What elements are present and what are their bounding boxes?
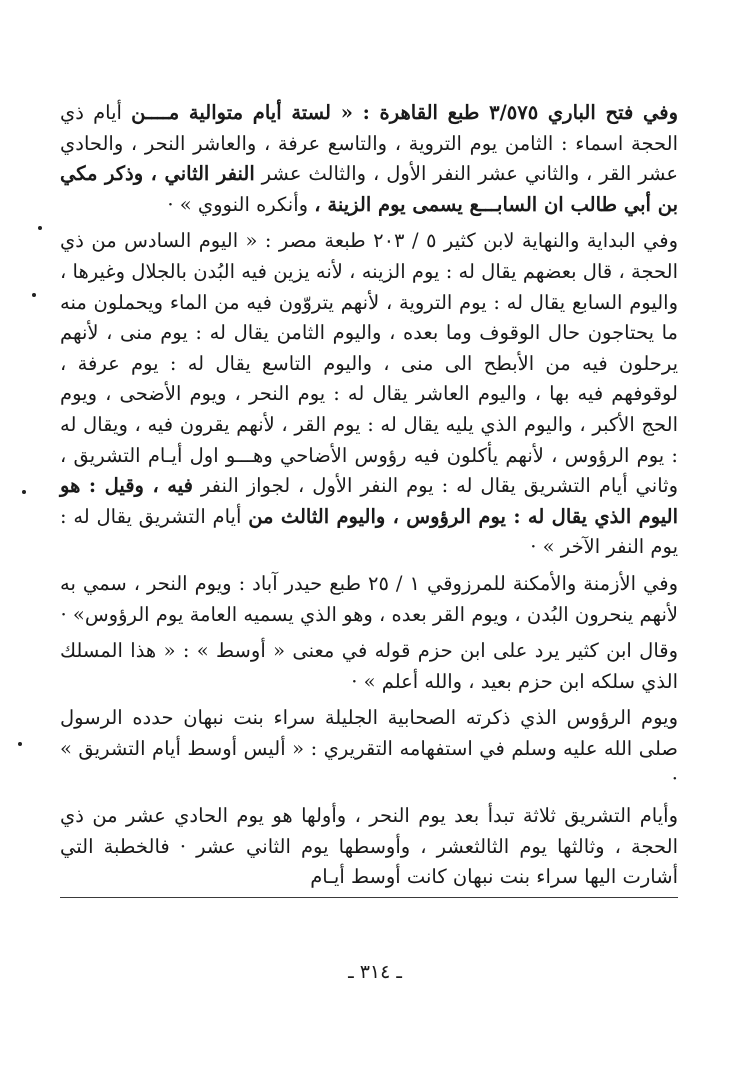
horizontal-rule <box>60 897 678 898</box>
text-line: التشريق ، وثاني أيام التشريق يقال له : يوم النفر الأول ، لجواز النفر <box>60 443 679 498</box>
text-line: ويوم الرؤوس الذي ذكرته الصحابية الجليلة سراء بنت نبهان <box>183 706 678 730</box>
scan-speck <box>18 742 22 746</box>
text-line: فالخطبة التي أشارت اليها سراء بنت نبهان كانت أوسط أيـام <box>60 834 678 889</box>
text-line: فيه البُدن بالجلال وغيرها ، واليوم السابع يقال له : يوم التروية ، <box>60 259 678 314</box>
paragraph <box>60 569 678 630</box>
text-line: وفي الأزمنة والأمكنة للمرزوقي ١ / ٢٥ طبع حيدر آباد : ويوم <box>194 571 679 595</box>
text-line: يوم الرؤوس ، لأنهم يأكلون فيه رؤوس الأضاحي وهـــو اول أيـام <box>147 443 665 467</box>
text-line: حدده الرسول صلى الله عليه وسلم في استفهامه التقريري : « أليس <box>60 706 678 760</box>
text-line: لأنهم يتروّون فيه من الماء ويحملون منه ما يحتاجون حال الوقوف وما <box>60 290 678 345</box>
page-body <box>60 98 678 898</box>
text-line: العاشر يقال له : يوم النحر ، ويوم الأضحى ، ويوم الحج الأكبر ، <box>60 382 678 436</box>
text-line: وأيام التشريق ثلاثة تبدأ بعد يوم النحر ، وأولها هو يوم الحادي <box>174 804 678 828</box>
text-line: الى منى ، واليوم التاسع يقال له : يوم عرفة ، لوقوفهم فيه بها ، واليوم <box>60 351 678 406</box>
text-line: بعده ، واليوم الثامن يقال له : يوم منى ، لأنهم يرحلون فيه من الأبطح <box>60 321 679 375</box>
paragraph <box>60 636 678 697</box>
scan-speck <box>22 490 26 494</box>
text-line: أيام ذي الحجة اسماء : الثامن يوم التروية ، والتاسع عرفة ، والعاشر <box>60 101 678 155</box>
text-line: النفر الثاني ، وذكر مكي بن أبي طالب ان السابـــع يسمى يوم الزينة ، <box>60 162 678 216</box>
text-line: وفي فتح الباري ٣/٥٧٥ طبع القاهرة : « لستة أيام متوالية مــــن <box>131 101 678 124</box>
page-number: ـ ٣١٤ ـ <box>348 961 402 983</box>
paragraphs <box>60 98 678 893</box>
text-line: فيه ، وقيل : هو اليوم الذي يقال له : يوم الرؤوس ، واليوم الثالث من <box>60 474 679 528</box>
text-line: أيام التشريق يقال له : يوم النفر الآخر » · <box>60 504 678 559</box>
paragraph <box>60 703 678 795</box>
text-line: أوسط أيام التشريق » · <box>60 736 678 791</box>
paragraph <box>60 98 678 220</box>
text-line: النحر ، والحادي عشر القر ، والثاني عشر النفر الأول ، والثالث عشر <box>60 131 678 186</box>
scan-speck <box>32 293 36 297</box>
paragraph <box>60 801 678 893</box>
text-line: وقال ابن كثير يرد على ابن حزم قوله في معنى « أوسط » : « هذا <box>130 639 679 663</box>
text-line: السادس من ذي الحجة ، قال بعضهم يقال له : يوم الزينه ، لأنه يزين <box>60 229 679 283</box>
text-line: النحر ، سمي به لأنهم ينحرون البُدن ، ويوم القر بعده ، وهو الذي <box>60 571 678 626</box>
text-line: عشر من ذي الحجة ، وثالثها يوم الثالثعشر ، وأوسطها يوم الثاني عشر · <box>60 804 679 858</box>
text-line: وأنكره النووي » · <box>167 192 309 216</box>
paragraph <box>60 226 678 563</box>
text-line: المسلك الذي سلكه ابن حزم بعيد ، والله أعلم » · <box>60 639 678 693</box>
text-line: يسميه العامة يوم الرؤوس» · <box>60 602 294 626</box>
scan-speck <box>38 226 42 230</box>
text-line: وفي البداية والنهاية لابن كثير ٥ / ٢٠٣ طبعة مصر : « اليوم <box>198 229 679 253</box>
text-line: واليوم الذي يليه يقال له : يوم القر ، لأنهم يقرون فيه ، ويقال له : <box>60 412 678 467</box>
